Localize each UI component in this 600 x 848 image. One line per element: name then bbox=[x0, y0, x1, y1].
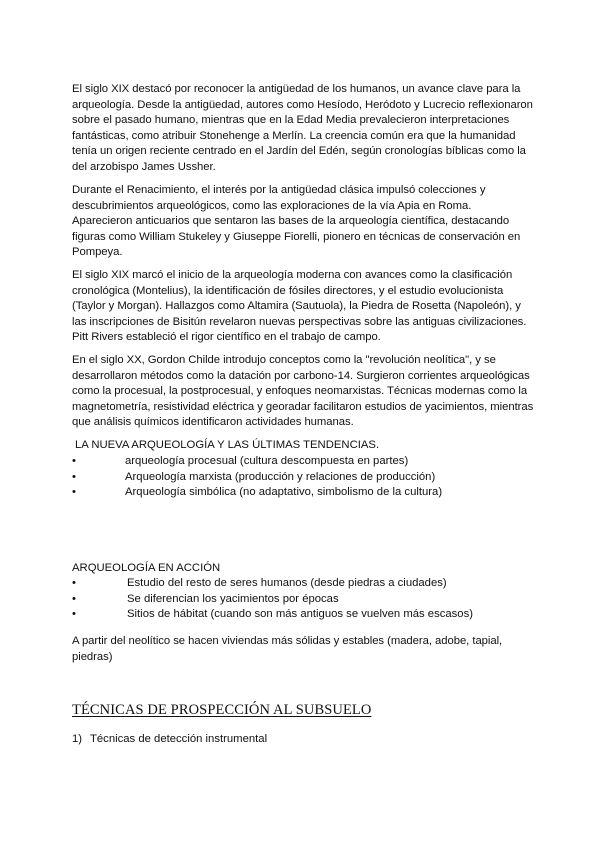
list-item bbox=[72, 485, 542, 501]
list-item bbox=[72, 454, 542, 470]
paragraph-neolitico: A partir del neolítico se hacen viviendas más sólidas y estables (madera, adobe, tapial, piedras) bbox=[72, 635, 503, 663]
numbered-item bbox=[72, 732, 267, 748]
bullet-icon: • bbox=[72, 486, 76, 498]
bullet-icon: • bbox=[72, 455, 76, 467]
bullet-icon: • bbox=[72, 608, 76, 620]
list-number: 1) bbox=[72, 733, 83, 745]
list-item bbox=[72, 470, 542, 486]
paragraph-siglo-xx: En el siglo XX, Gordon Childe introdujo conceptos como la "revolución neolítica", y se desarrollaron métodos como la datación por carbono-14. Surgieron corrientes arqueológicas como la procesual, la postprocesual, y enfoques neomarxistas. Técnicas modernas como la magnetometría, resistividad eléctrica y georadar facilitaron estudios de yacimientos, mientras que análisis químicos identificaron actividades humanas. bbox=[72, 354, 534, 428]
list-item-text: Arqueología simbólica (no adaptativo, simbolismo de la cultura) bbox=[125, 486, 443, 498]
heading-tecnicas-prospeccion: TÉCNICAS DE PROSPECCIÓN AL SUBSUELO bbox=[72, 702, 372, 718]
list-nueva-arqueologia bbox=[72, 454, 542, 501]
list-item-text: arqueología procesual (cultura descompuesta en partes) bbox=[125, 455, 409, 467]
numbered-item-text: Técnicas de detección instrumental bbox=[90, 733, 268, 745]
paragraph-renacimiento: Durante el Renacimiento, el interés por la antigüedad clásica impulsó colecciones y descubrimientos arqueológicos, como las exploraciones de la vía Apia en Roma. Aparecieron anticuarios que sentaron las bases de la arqueología científica, destacando figuras como William Stukeley y Giuseppe Fiorelli, pionero en técnicas de conservación en Pompeya. bbox=[72, 184, 521, 258]
list-item bbox=[72, 607, 542, 623]
list-item-text: Se diferencian los yacimientos por épocas bbox=[127, 592, 339, 605]
bullet-icon: • bbox=[72, 577, 76, 589]
list-item-text: Estudio del resto de seres humanos (desde piedras a ciudades) bbox=[127, 577, 447, 589]
bullet-icon: • bbox=[72, 470, 76, 483]
heading-arqueologia-en-accion: ARQUEOLOGÍA EN ACCIÓN bbox=[72, 562, 221, 574]
paragraph-arqueologia-moderna: El siglo XIX marcó el inicio de la arqueología moderna con avances como la clasificación cronológica (Montelius), la identificación de fósiles directores, y el estudio evolucionista (Taylor y Morgan). Hallazgos como Altamira (Sautuola), la Piedra de Rosetta (Napoleón), y las inscripciones de Bisitún revelaron nuevas perspectivas sobre las antiguas civilizaciones. Pitt Rivers estableció el rigor científico en el trabajo de campo. bbox=[72, 269, 527, 343]
bullet-icon: • bbox=[72, 592, 76, 605]
list-item-text: Sitios de hábitat (cuando son más antiguos se vuelven más escasos) bbox=[127, 608, 474, 620]
list-item bbox=[72, 592, 542, 608]
list-arqueologia-en-accion bbox=[72, 576, 542, 623]
paragraph-siglo-xix-antiguedad: El siglo XIX destacó por reconocer la antigüedad de los humanos, un avance clave para la arqueología. Desde la antigüedad, autores como Hesíodo, Heródoto y Lucrecio reflexionaron sobre el pasado humano, mientras que en la Edad Media prevalecieron interpretaciones fantásticas, como atribuir Stonehenge a Merlín. La creencia común era que la humanidad tenía un origen reciente centrado en el Jardín del Edén, según cronologías bíblicas como la del arzobispo James Ussher. bbox=[72, 83, 533, 173]
heading-nueva-arqueologia: LA NUEVA ARQUEOLOGÍA Y LAS ÚLTIMAS TENDENCIAS. bbox=[75, 439, 380, 451]
list-item-text: Arqueología marxista (producción y relaciones de producción) bbox=[125, 470, 436, 483]
list-item bbox=[72, 576, 542, 592]
